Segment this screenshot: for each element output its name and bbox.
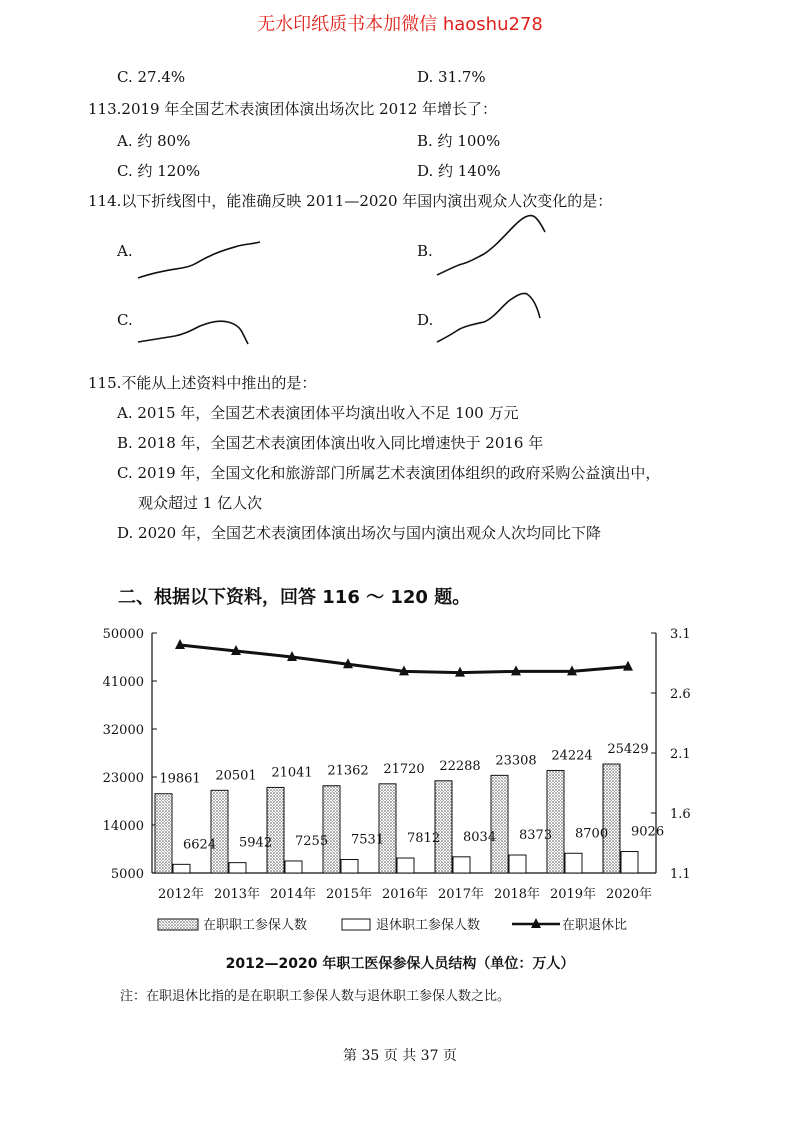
- legend-swatch-retired: [342, 919, 370, 930]
- data-label-active: 20501: [215, 768, 257, 784]
- chart-caption: 2012—2020 年职工医保参保人员结构（单位：万人）: [225, 956, 575, 972]
- data-label-retired: 9026: [631, 824, 665, 840]
- legend-swatch-active: [158, 919, 198, 930]
- data-label-retired: 8034: [463, 829, 497, 845]
- q114-label-d: D.: [417, 311, 434, 329]
- q114-label-c: C.: [117, 311, 133, 329]
- q113-option-a: A. 约 80%: [117, 132, 191, 150]
- q114-stem: 114.以下折线图中，能准确反映 2011—2020 年国内演出观众人次变化的是：: [88, 192, 613, 210]
- chart-note: 注：在职退休比指的是在职职工参保人数与退休职工参保人数之比。: [120, 989, 511, 1004]
- q112-option-d: D. 31.7%: [417, 68, 486, 86]
- data-label-retired: 5942: [239, 835, 273, 851]
- data-label-active: 19861: [159, 771, 201, 787]
- x-axis-tick-label: 2016年: [381, 887, 429, 902]
- data-label-retired: 7255: [295, 833, 329, 849]
- left-axis-tick-label: 41000: [102, 675, 144, 690]
- right-axis-tick-label: 2.6: [670, 687, 691, 702]
- x-axis-tick-label: 2020年: [605, 887, 653, 902]
- x-axis-tick-label: 2012年: [157, 887, 205, 902]
- data-label-active: 23308: [495, 753, 537, 769]
- bar-retired-workers: [341, 860, 358, 873]
- legend-label-active: 在职职工参保人数: [203, 918, 308, 933]
- q113-option-b: B. 约 100%: [417, 132, 501, 150]
- data-label-retired: 8700: [575, 826, 609, 842]
- q115-option-a: A. 2015 年，全国艺术表演团体平均演出收入不足 100 万元: [117, 404, 519, 422]
- bar-retired-workers: [509, 855, 526, 873]
- q114-sketch-b: [437, 216, 545, 275]
- q113-option-c: C. 约 120%: [117, 162, 201, 180]
- data-label-retired: 7812: [407, 831, 441, 847]
- data-label-active: 21362: [327, 763, 369, 779]
- bar-active-workers: [547, 770, 564, 873]
- x-axis-tick-label: 2019年: [549, 887, 597, 902]
- bar-active-workers: [323, 786, 340, 873]
- bar-retired-workers: [453, 857, 470, 873]
- data-label-active: 25429: [607, 742, 649, 758]
- bar-retired-workers: [621, 852, 638, 873]
- x-axis-tick-label: 2013年: [213, 887, 261, 902]
- q114-label-a: A.: [117, 242, 133, 260]
- legend-label-retired: 退休职工参保人数: [376, 918, 481, 933]
- left-axis-tick-label: 32000: [102, 723, 144, 738]
- q115-option-c-line1: C. 2019 年，全国文化和旅游部门所属艺术表演团体组织的政府采购公益演出中，: [117, 464, 661, 482]
- x-axis-tick-label: 2017年: [437, 887, 485, 902]
- data-label-active: 21720: [383, 761, 425, 777]
- data-label-active: 22288: [439, 758, 481, 774]
- section-heading: 二、根据以下资料，回答 116 ～ 120 题。: [118, 587, 471, 608]
- q113-stem: 113.2019 年全国艺术表演团体演出场次比 2012 年增长了：: [88, 100, 498, 118]
- q115-option-c-line2: 观众超过 1 亿人次: [138, 494, 263, 512]
- bar-retired-workers: [565, 853, 582, 873]
- q114-label-b: B.: [417, 242, 433, 260]
- bar-active-workers: [435, 781, 452, 873]
- bar-active-workers: [379, 784, 396, 873]
- left-axis-tick-label: 5000: [110, 867, 144, 882]
- left-axis-tick-label: 14000: [102, 819, 144, 834]
- bar-retired-workers: [229, 863, 246, 873]
- legend-label-ratio: 在职退休比: [562, 918, 628, 933]
- page-footer: 第 35 页 共 37 页: [343, 1048, 457, 1064]
- q114-option-sketches: [0, 0, 800, 360]
- x-axis-tick-label: 2015年: [325, 887, 373, 902]
- right-axis-tick-label: 2.1: [670, 747, 691, 762]
- bar-retired-workers: [397, 858, 414, 873]
- bar-active-workers: [211, 790, 228, 873]
- data-label-retired: 8373: [519, 828, 553, 844]
- bar-active-workers: [155, 794, 172, 873]
- q114-sketch-c: [138, 321, 248, 344]
- left-axis-tick-label: 23000: [102, 771, 144, 786]
- data-label-retired: 6624: [183, 837, 217, 853]
- insurance-chart: [0, 615, 800, 945]
- x-axis-tick-label: 2014年: [269, 887, 317, 902]
- bar-active-workers: [603, 764, 620, 873]
- q115-option-d: D. 2020 年，全国艺术表演团体演出场次与国内演出观众人次均同比下降: [117, 524, 601, 542]
- watermark-text: 无水印纸质书本加微信 haoshu278: [257, 14, 543, 35]
- data-label-active: 21041: [271, 765, 313, 781]
- q115-option-b: B. 2018 年，全国艺术表演团体演出收入同比增速快于 2016 年: [117, 434, 544, 452]
- bar-retired-workers: [285, 861, 302, 873]
- bar-active-workers: [491, 775, 508, 873]
- right-axis-tick-label: 1.1: [670, 867, 691, 882]
- data-label-active: 24224: [551, 748, 593, 764]
- bar-active-workers: [267, 787, 284, 873]
- right-axis-tick-label: 3.1: [670, 627, 691, 642]
- data-label-retired: 7531: [351, 832, 385, 848]
- q113-option-d: D. 约 140%: [417, 162, 501, 180]
- q114-sketch-a: [138, 242, 260, 278]
- bar-retired-workers: [173, 864, 190, 873]
- left-axis-tick-label: 50000: [102, 627, 144, 642]
- x-axis-tick-label: 2018年: [493, 887, 541, 902]
- q115-stem: 115.不能从上述资料中推出的是：: [88, 374, 317, 392]
- q114-sketch-d: [437, 293, 540, 342]
- q112-option-c: C. 27.4%: [117, 68, 186, 86]
- right-axis-tick-label: 1.6: [670, 807, 691, 822]
